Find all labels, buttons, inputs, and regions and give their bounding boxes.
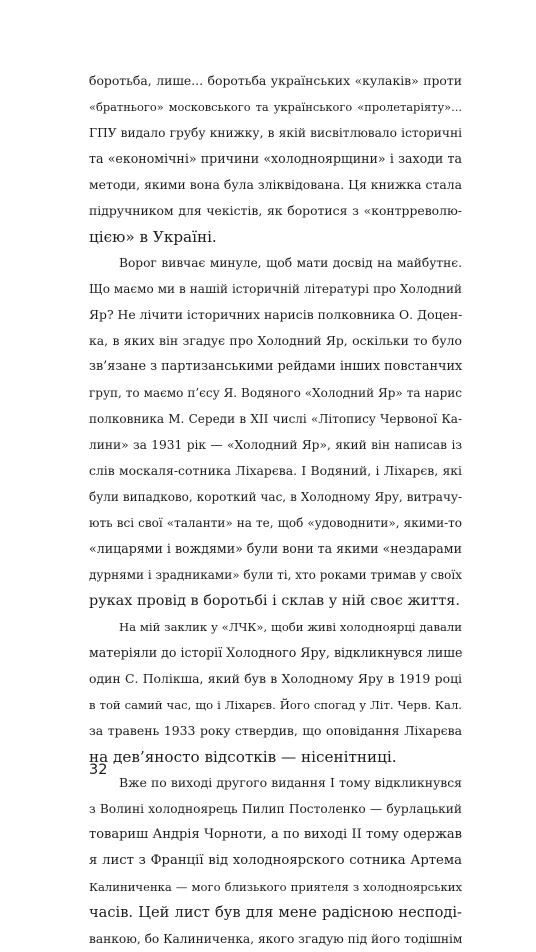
text-line: один С. Полікша, який був в Холодному Яру в 1919 році [89, 671, 462, 686]
text-line: з Волині холодноярець Пилип Постоленко — бурлацький [89, 802, 462, 816]
text-line: груп, то маємо п’єсу Я. Водяного «Холодний Яр» та нарис [89, 386, 462, 400]
text-line: боротьба, лише... боротьба українських «кулаків» проти [89, 73, 462, 88]
text-line: дурнями і зрадниками» були ті, хто роками тримав у своїх [89, 568, 462, 582]
text-line: підручником для чекістів, як боротися з «контрреволю- [89, 203, 462, 218]
text-line: були випадково, короткий час, в Холодному Яру, витрачу- [89, 490, 462, 504]
text-line: Що маємо ми в нашій історичній літературі про Холодний [89, 282, 462, 296]
page-number: 32 [89, 762, 108, 778]
text-line: Ворог вивчає минуле, щоб мати досвід на майбутнє. [119, 256, 462, 270]
text-line: цією» в Україні. [89, 228, 217, 246]
text-line: на дев’яносто відсотків — нісенітниці. [89, 748, 397, 766]
text-line: зв’язане з партизанськими рейдами інших повстанчих [89, 359, 463, 374]
text-line: «братнього» московського та українського «пролетаріяту»... [89, 100, 462, 114]
text-line: ванкою, бо Калиниченка, якого згадую під його тодішнім [89, 932, 463, 946]
text-line: матеріяли до історії Холодного Яру, відкликнувся лише [89, 645, 463, 660]
text-line: слів москаля-сотника Ліхарєва. І Водяний, і Ліхарєв, які [89, 463, 462, 478]
text-line: методи, якими вона була зліквідована. Ця книжка стала [89, 177, 462, 192]
text-line: товариш Андрія Чорноти, а по виході II тому одержав [89, 827, 462, 842]
text-line: та «економічні» причини «холодноярщини» і заходи та [89, 151, 462, 166]
text-line: полковника М. Середи в XII числі «Літопису Червоної Ка- [89, 412, 462, 426]
text-line: Яр? Не лічити історичних нарисів полковника О. Доцен- [89, 307, 463, 322]
text-line: На мій заклик у «ЛЧК», щоби живі холодноярці давали [119, 620, 462, 634]
text-line: Вже по виході другого видання І тому відкликнувся [119, 775, 462, 790]
text-line: руках провід в боротьбі і склав у ній своє життя. [89, 593, 460, 609]
text-line: за травень 1933 року ствердив, що оповідання Ліхарєва [89, 723, 462, 738]
text-line: лини» за 1931 рік — «Холодний Яр», який він написав із [89, 438, 462, 452]
text-line: ють всі свої «таланти» на те, щоб «удоводнити», якими-то [89, 516, 462, 530]
text-line: в той самий час, що і Ліхарєв. Його спогад у Літ. Черв. Кал. [89, 698, 462, 712]
text-line: я лист з Франції від холодноярского сотника Артема [89, 853, 462, 868]
text-line: ГПУ видало грубу книжку, в якій висвітлювало історичні [89, 126, 462, 140]
text-line: Калиниченка — мого близького приятеля з холодноярських [89, 880, 462, 894]
text-line: ка, в яких він згадує про Холодний Яр, оскільки то було [89, 333, 462, 348]
text-line: часів. Цей лист був для мене радісною несподі- [89, 904, 462, 921]
text-line: «лицарями і вождями» були вони та якими «нездарами [89, 541, 462, 556]
